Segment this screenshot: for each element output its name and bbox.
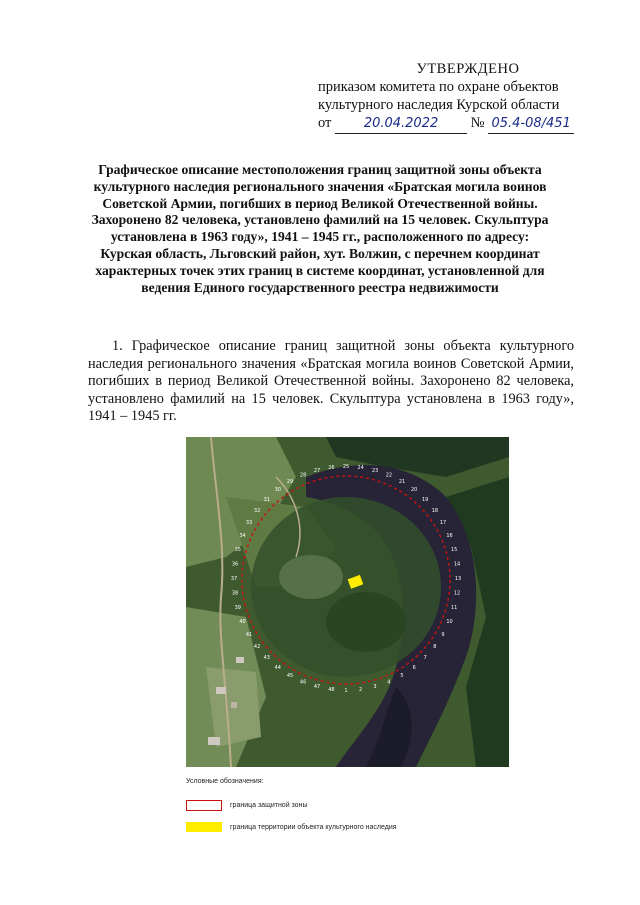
boundary-point-label: 43 [263, 655, 270, 662]
boundary-point-label: 8 [433, 644, 437, 651]
boundary-point-label: 11 [451, 605, 458, 611]
boundary-point-label: 48 [328, 687, 335, 693]
boundary-point-label: 47 [313, 684, 321, 691]
boundary-point-label: 13 [454, 576, 462, 582]
boundary-point-label: 36 [231, 561, 239, 568]
approval-date-line [318, 114, 608, 134]
order-number: 05.4-08/451 [488, 115, 574, 134]
order-date: 20.04.2022 [335, 115, 467, 134]
boundary-point-label: 1 [344, 688, 348, 694]
boundary-point-label: 10 [446, 618, 453, 625]
approval-line-1: приказом комитета по охране объектов [318, 79, 559, 95]
boundary-point-label: 4 [387, 679, 391, 686]
boundary-point-label: 29 [286, 479, 294, 485]
boundary-point-label: 24 [357, 465, 364, 471]
boundary-point-label: 15 [451, 547, 458, 553]
boundary-point-label: 9 [441, 632, 445, 638]
boundary-point-label: 20 [411, 487, 418, 494]
legend-label-territory: граница территории объекта культурного наследия [230, 824, 397, 831]
approval-block [318, 60, 608, 134]
from-label: от [318, 115, 332, 131]
zone-boundary-swatch [186, 800, 222, 811]
document-title: Графическое описание местоположения границ защитной зоны объекта культурного наследия регионального значения «Братская могила воинов Советской Армии, погибших в период Великой Отечественной войны. Захоронено 82 человека, установлено фамилий на 15 человек. Скульптура установлена в 1963 году», 1941 – 1945 гг., расположенного по адресу: Курская область, Льговский район, хут. Волжин, с перечнем координат характерных точек этих границ в системе координат, установленной для ведения Единого государственного реестра недвижимости [91, 162, 549, 295]
boundary-point-label: 38 [231, 590, 239, 597]
boundary-point-label: 32 [253, 507, 261, 514]
boundary-point-label: 19 [422, 496, 429, 503]
boundary-point-label: 31 [263, 496, 270, 503]
boundary-point-label: 25 [342, 464, 350, 470]
boundary-point-label: 7 [423, 655, 427, 662]
boundary-point-label: 2 [359, 687, 363, 693]
legend-label-zone: граница защитной зоны [230, 802, 308, 809]
approval-line-2: культурного наследия Курской области [318, 97, 560, 113]
boundary-point-label: 33 [245, 520, 253, 526]
boundary-point-label: 12 [453, 590, 461, 597]
paragraph-1: 1. Графическое описание границ защитной зоны объекта культурного наследия регионального значения «Братская могила воинов Советской Армии, погибших в период Великой Отечественной войны. Захоронено 82 человека, установлено фамилий на 15 человек. Скульптура установлена в 1963 году», 1941 – 1945 гг. [88, 338, 574, 424]
boundary-point-label: 41 [245, 632, 253, 638]
boundary-point-label: 39 [234, 605, 241, 611]
boundary-point-label: 44 [274, 664, 281, 671]
boundary-point-label: 27 [313, 467, 321, 474]
section-paragraph [88, 338, 574, 426]
map-image [186, 437, 509, 767]
boundary-point-label: 22 [385, 472, 393, 479]
boundary-point-label: 16 [446, 533, 453, 540]
territory-swatch [186, 822, 222, 832]
boundary-point-label: 17 [439, 520, 447, 526]
boundary-point-label: 3 [373, 684, 377, 691]
boundary-point-label: 23 [371, 467, 379, 474]
number-label: № [470, 115, 485, 131]
boundary-point-label: 37 [230, 576, 238, 582]
boundary-point-label: 14 [453, 561, 461, 568]
boundary-point-label: 30 [274, 487, 281, 494]
boundary-point-label: 21 [398, 479, 406, 485]
boundary-point-label: 5 [400, 673, 404, 679]
boundary-point-label: 46 [299, 679, 307, 686]
boundary-point-label: 45 [286, 673, 294, 679]
boundary-point-label: 6 [412, 664, 416, 671]
boundary-point-label: 42 [253, 644, 261, 651]
legend-title: Условные обозначения: [186, 778, 264, 785]
boundary-point-label: 26 [328, 465, 335, 471]
boundary-point-label: 40 [239, 618, 246, 625]
boundary-point-label: 18 [431, 507, 439, 514]
boundary-point-label: 28 [299, 472, 307, 479]
approved-heading: УТВЕРЖДЕНО [416, 61, 520, 77]
satellite-map [186, 437, 509, 767]
boundary-point-label: 34 [239, 533, 246, 540]
boundary-point-label: 35 [234, 547, 241, 553]
